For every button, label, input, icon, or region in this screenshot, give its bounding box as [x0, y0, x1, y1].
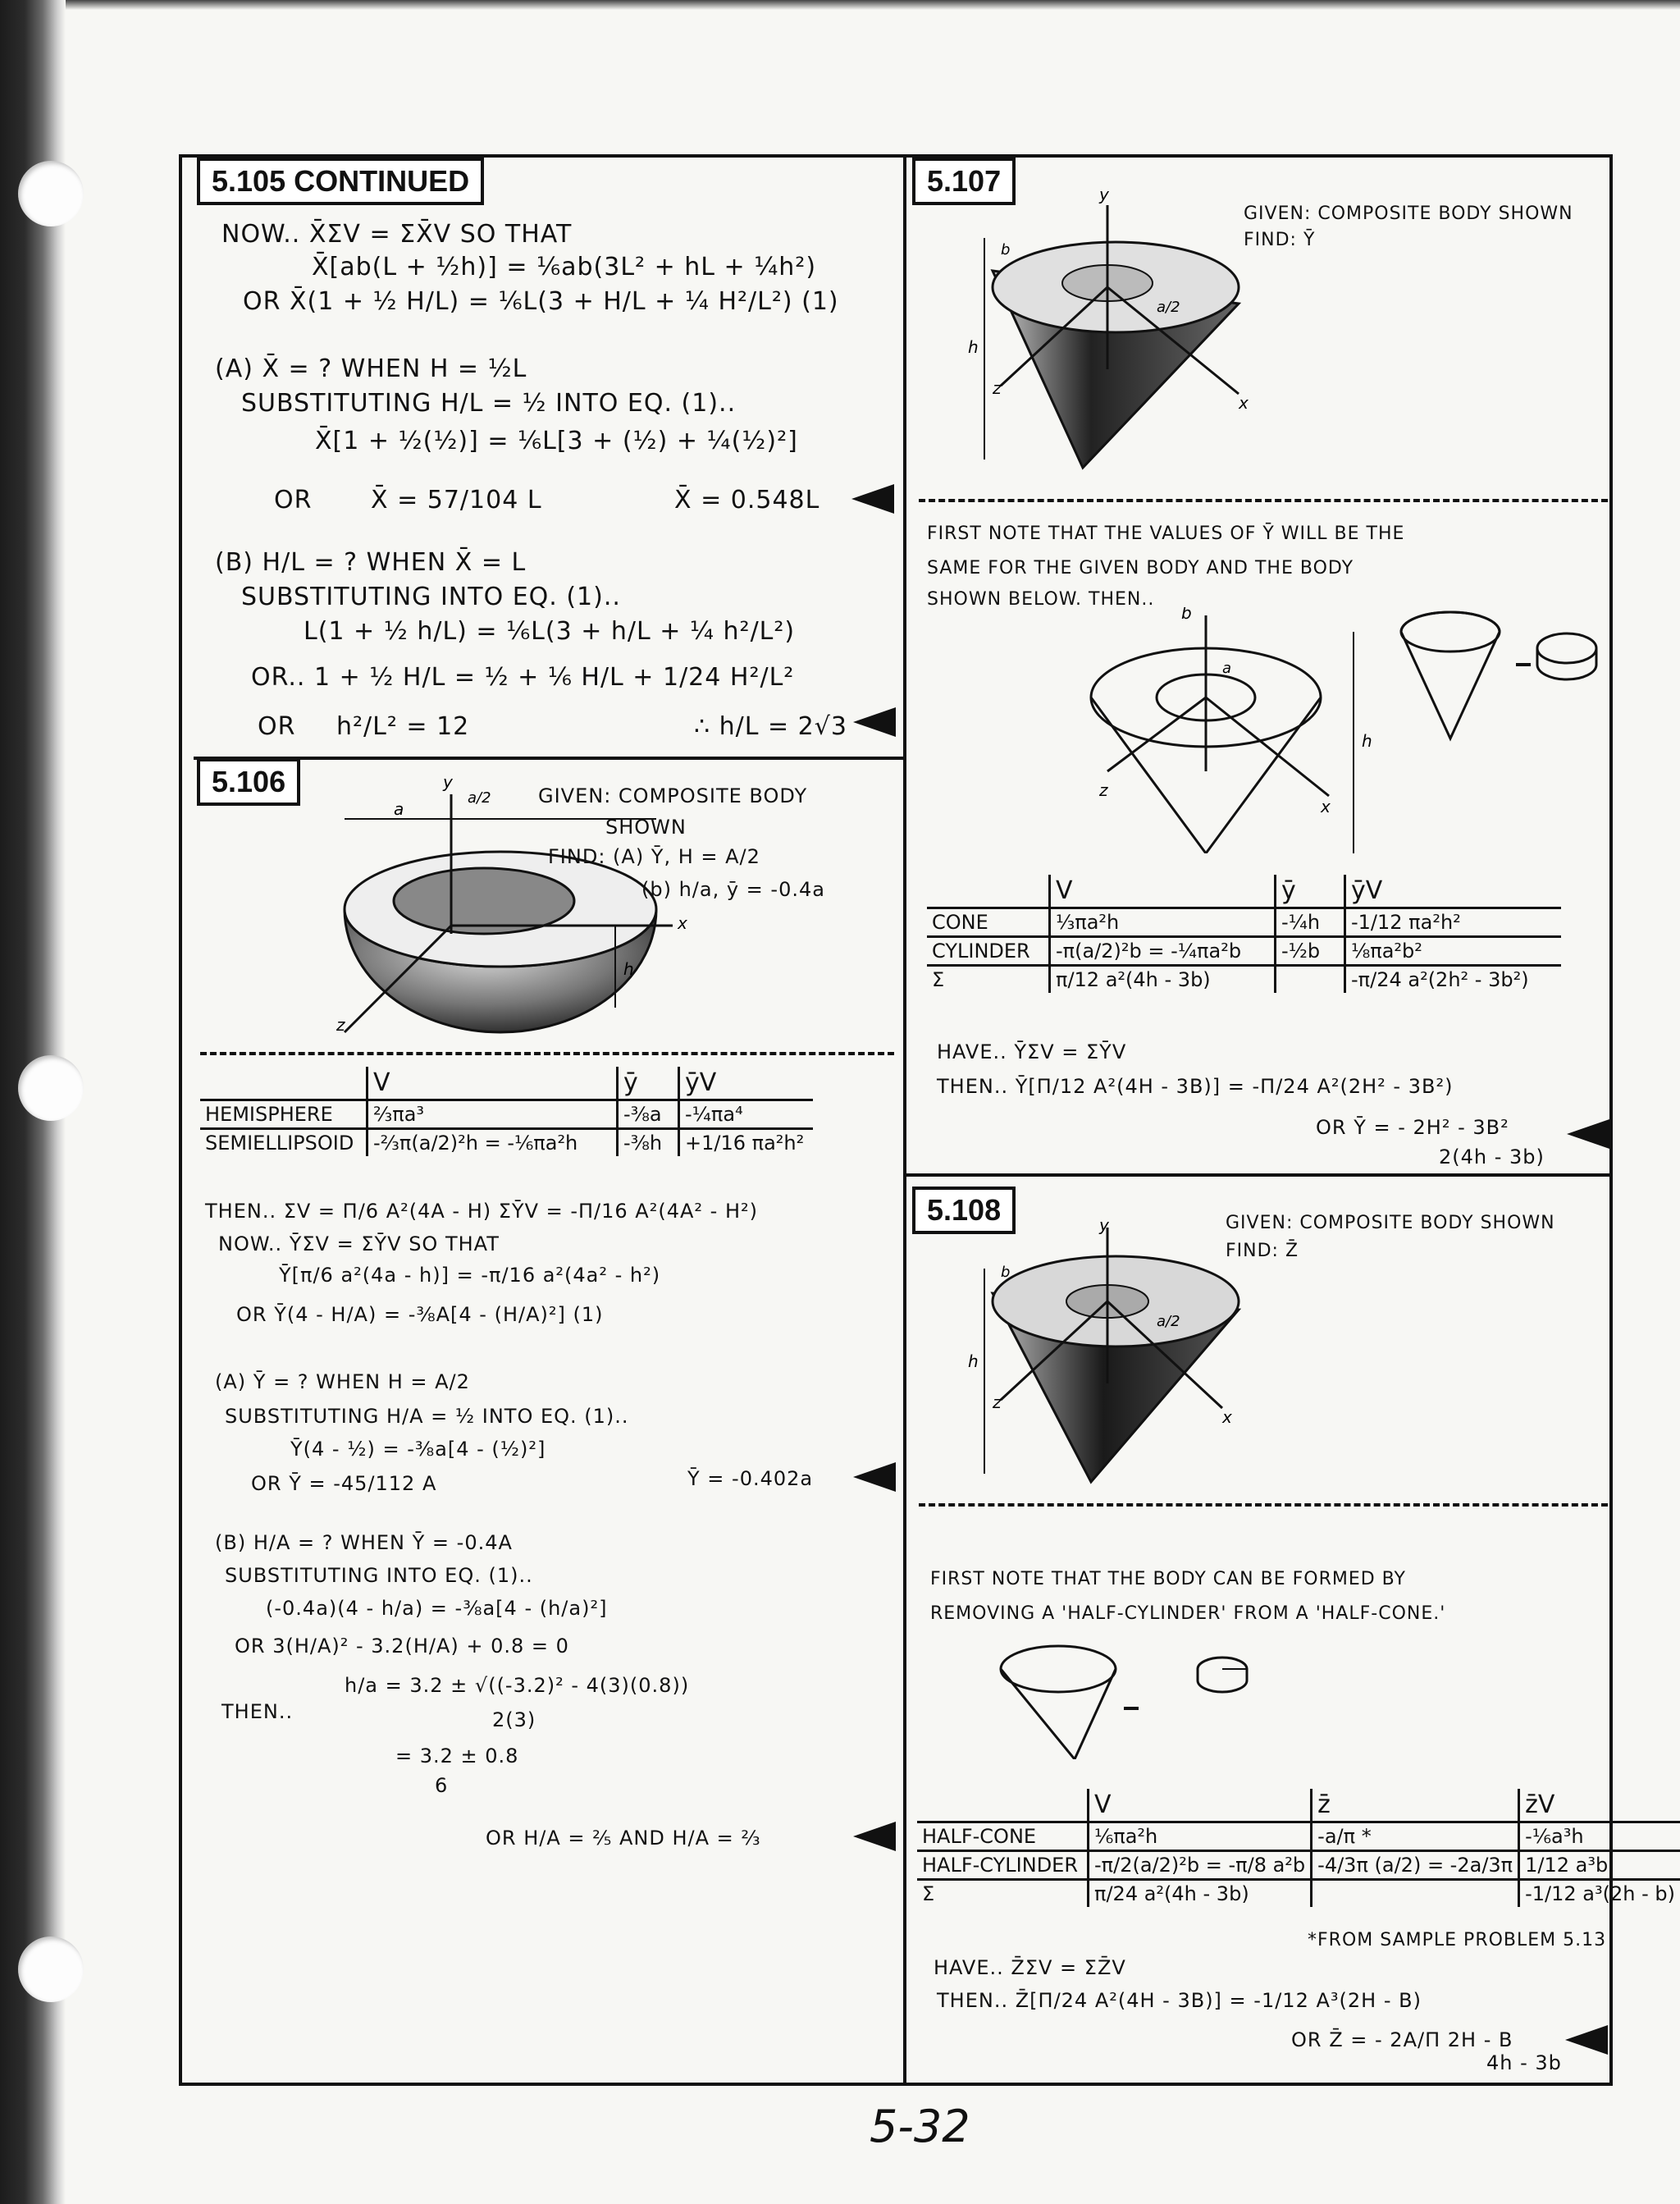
table-cell: -⅜h — [618, 1129, 679, 1157]
answer: ∴ h/L = 2√3 — [694, 712, 847, 741]
find-text: FIND: (A) Ȳ, H = A/2 — [548, 845, 760, 868]
equation-line: THEN.. ΣV = Π/6 A²(4A - H) ΣȲV = -Π/16 A²(4A² - H²) — [205, 1200, 758, 1223]
answer-arrow — [853, 707, 896, 737]
cone-figure — [943, 189, 1263, 484]
equation-line: (B) H/A = ? WHEN Ȳ = -0.4A — [215, 1531, 513, 1554]
equation-line: THEN.. Z̄[Π/24 A²(4H - 3B)] = -1/12 A³(2H - B) — [937, 1989, 1422, 2012]
dimension-label: b — [1181, 607, 1192, 623]
table-header: V — [368, 1067, 618, 1100]
table-cell: -4/3π (a/2) = -2a/3π — [1312, 1851, 1519, 1880]
table-row — [927, 966, 1561, 994]
dimension-label: b — [1001, 241, 1011, 258]
table-row — [917, 1851, 1680, 1880]
equation-line: (A) Ȳ = ? WHEN H = A/2 — [215, 1370, 470, 1393]
hemisphere-figure — [312, 770, 705, 1040]
table-cell: -π/24 a²(2h² - 3b²) — [1345, 966, 1562, 994]
given-text: SHOWN — [605, 816, 687, 839]
binder-hole — [18, 1055, 84, 1121]
table-header: ȳV — [679, 1067, 814, 1100]
separator-dashed — [919, 499, 1608, 502]
table-cell: -½b — [1276, 937, 1345, 966]
equation-line: OR Ȳ = -45/112 A — [251, 1472, 437, 1495]
table-cell: -⅔π(a/2)²h = -⅙πa²h — [368, 1129, 618, 1157]
table-cell: -a/π * — [1312, 1822, 1519, 1851]
table-cell: +1/16 πa²h² — [679, 1129, 814, 1157]
equation-line: (B) H/L = ? WHEN X̄ = L — [215, 548, 527, 577]
equation-line: h²/L² = 12 — [336, 712, 470, 741]
equation-line: (A) X̄ = ? WHEN H = ½L — [215, 354, 527, 383]
problem-label: 5.108 — [912, 1187, 1016, 1234]
find-text: FIND: Z̄ — [1226, 1241, 1299, 1261]
equation-line: OR 3(H/A)² - 3.2(H/A) + 0.8 = 0 — [235, 1635, 569, 1658]
table-header: ȳ — [618, 1067, 679, 1100]
problem-label: 5.106 — [197, 758, 300, 806]
dimension-label: a/2 — [468, 789, 491, 807]
table-cell: Σ — [932, 968, 945, 991]
note-text: SHOWN BELOW. THEN.. — [927, 589, 1155, 610]
dimension-label: a/2 — [1157, 1313, 1180, 1330]
table-cell — [1276, 966, 1345, 994]
given-text: GIVEN: COMPOSITE BODY SHOWN — [1226, 1213, 1555, 1233]
table-cell: -1/12 a³(2h - b) — [1519, 1880, 1680, 1908]
footnote: *FROM SAMPLE PROBLEM 5.13 — [1308, 1930, 1607, 1950]
axis-label: z — [1099, 780, 1108, 800]
answer: OR Ȳ = - 2H² - 3B² — [1316, 1116, 1509, 1139]
dimension-label: h — [968, 1351, 979, 1371]
table-header: V — [1089, 1789, 1312, 1822]
find-text: FIND: Ȳ — [1244, 230, 1316, 250]
equation-line: SUBSTITUTING H/L = ½ INTO EQ. (1).. — [241, 389, 737, 418]
equation-line: (-0.4a)(4 - h/a) = -⅜a[4 - (h/a)²] — [266, 1597, 608, 1620]
given-text: GIVEN: COMPOSITE BODY — [538, 784, 808, 807]
equation-line: OR Ȳ(4 - H/A) = -⅜A[4 - (H/A)²] (1) — [236, 1303, 604, 1326]
answer: OR Z̄ = - 2A/Π 2H - B — [1291, 2028, 1513, 2051]
answer-arrow — [853, 1822, 896, 1851]
table-cell: CYLINDER — [927, 937, 1050, 966]
section-divider — [906, 1173, 1613, 1177]
equation-line: NOW.. X̄ΣV = ΣX̄V SO THAT — [221, 220, 573, 249]
table-row — [200, 1100, 813, 1129]
note-text: SAME FOR THE GIVEN BODY AND THE BODY — [927, 558, 1354, 578]
cone-minus-cylinder-figure — [1083, 607, 1624, 853]
equation-line: SUBSTITUTING INTO EQ. (1).. — [225, 1564, 533, 1587]
equation-line: Ȳ[π/6 a²(4a - h)] = -π/16 a²(4a² - h²) — [279, 1264, 661, 1287]
dimension-label: a — [394, 799, 404, 819]
table-header: z̄ — [1312, 1789, 1519, 1822]
composite-table — [917, 1789, 1680, 1907]
table-cell: -π(a/2)²b = -¼πa²b — [1050, 937, 1276, 966]
table-row — [917, 1880, 1680, 1908]
page-number: 5-32 — [870, 2101, 970, 2152]
table-cell: -⅜a — [618, 1100, 679, 1129]
axis-label: x — [1321, 797, 1331, 816]
answer-arrow — [1565, 2025, 1608, 2055]
equation-line: OR X̄(1 + ½ H/L) = ⅙L(3 + H/L + ¼ H²/L²) (1) — [243, 287, 839, 316]
table-cell — [1312, 1880, 1519, 1908]
dimension-label: h — [623, 959, 634, 979]
equation-line: HAVE.. ȲΣV = ΣȲV — [937, 1040, 1127, 1063]
axis-label: z — [993, 1392, 1002, 1412]
equation-line: OR.. 1 + ½ H/L = ½ + ⅙ H/L + 1/24 H²/L² — [251, 663, 795, 692]
table-header: ȳ — [1276, 875, 1345, 908]
equation-line: HAVE.. Z̄ΣV = ΣZ̄V — [934, 1956, 1126, 1979]
table-cell: ⅛πa²b² — [1345, 937, 1562, 966]
find-text: (b) h/a, ȳ = -0.4a — [641, 878, 825, 901]
table-row — [927, 908, 1561, 937]
axis-label: x — [1239, 393, 1249, 413]
table-header — [917, 1789, 1089, 1822]
equation-line: X̄[1 + ½(½)] = ⅙L[3 + (½) + ¼(½)²] — [315, 427, 798, 455]
table-cell: ⅙πa²h — [1089, 1822, 1312, 1851]
note-text: REMOVING A 'HALF-CYLINDER' FROM A 'HALF-CONE.' — [930, 1603, 1446, 1624]
composite-table — [200, 1067, 813, 1156]
separator-dashed — [919, 1503, 1608, 1507]
answer: OR H/A = ⅖ AND H/A = ⅔ — [486, 1827, 761, 1850]
axis-label: z — [336, 1015, 345, 1035]
equation-line: THEN.. — [221, 1700, 294, 1723]
table-header — [927, 875, 1050, 908]
equation-line: OR — [274, 486, 313, 514]
problem-label: 5.105 CONTINUED — [197, 158, 484, 205]
axis-label: y — [1099, 1219, 1109, 1235]
table-cell: ⅔πa³ — [368, 1100, 618, 1129]
answer: Ȳ = -0.402a — [687, 1467, 814, 1490]
equation-line: SUBSTITUTING INTO EQ. (1).. — [241, 583, 621, 611]
table-cell: π/24 a²(4h - 3b) — [1089, 1880, 1312, 1908]
equation-line: h/a = 3.2 ± √((-3.2)² - 4(3)(0.8)) — [345, 1674, 690, 1697]
table-header: z̄V — [1519, 1789, 1680, 1822]
answer: 4h - 3b — [1486, 2051, 1562, 2074]
answer-arrow — [853, 1462, 896, 1492]
answer: X̄ = 0.548L — [674, 486, 820, 514]
equation-line: NOW.. ȲΣV = ΣȲV SO THAT — [218, 1232, 500, 1255]
table-cell: -π/2(a/2)²b = -π/8 a²b — [1089, 1851, 1312, 1880]
equation-line: SUBSTITUTING H/A = ½ INTO EQ. (1).. — [225, 1405, 629, 1428]
equation-line: L(1 + ½ h/L) = ⅙L(3 + h/L + ¼ h²/L²) — [304, 617, 796, 646]
note-text: FIRST NOTE THAT THE VALUES OF Ȳ WILL BE THE — [927, 524, 1405, 544]
answer: 2(4h - 3b) — [1439, 1145, 1545, 1168]
equation-line: = 3.2 ± 0.8 — [395, 1744, 519, 1767]
table-cell: Σ — [922, 1882, 935, 1905]
axis-label: z — [993, 378, 1002, 398]
table-cell: -¼πa⁴ — [679, 1100, 814, 1129]
table-cell: 1/12 a³b — [1519, 1851, 1680, 1880]
table-header: ȳV — [1345, 875, 1562, 908]
table-cell: HEMISPHERE — [200, 1100, 368, 1129]
table-cell: -1/12 πa²h² — [1345, 908, 1562, 937]
dimension-label: h — [1362, 731, 1372, 751]
equation-line: X̄ = 57/104 L — [371, 486, 542, 514]
table-header: V — [1050, 875, 1276, 908]
equation-line: Ȳ(4 - ½) = -⅜a[4 - (½)²] — [290, 1438, 546, 1461]
table-row — [200, 1129, 813, 1157]
table-row — [927, 937, 1561, 966]
column-divider — [903, 154, 906, 2086]
given-text: GIVEN: COMPOSITE BODY SHOWN — [1244, 203, 1573, 224]
half-cone-figure — [943, 1219, 1263, 1490]
table-header — [200, 1067, 368, 1100]
page-top-shadow — [66, 0, 1680, 10]
problem-label: 5.107 — [912, 158, 1016, 205]
half-cone-minus-half-cylinder-figure — [993, 1636, 1263, 1759]
answer-arrow — [1567, 1119, 1609, 1149]
binder-hole — [18, 1937, 84, 2002]
axis-label: y — [443, 772, 453, 792]
section-divider — [194, 757, 906, 760]
table-cell: ⅓πa²h — [1050, 908, 1276, 937]
table-cell: -⅙a³h — [1519, 1822, 1680, 1851]
binder-hole — [18, 161, 84, 226]
table-cell: HALF-CYLINDER — [917, 1851, 1089, 1880]
equation-line: 6 — [435, 1774, 449, 1797]
dimension-label: a/2 — [1157, 299, 1180, 316]
dimension-label: b — [1001, 1264, 1011, 1281]
table-cell: HALF-CONE — [917, 1822, 1089, 1851]
table-cell: SEMIELLIPSOID — [205, 1132, 354, 1155]
equation-line: THEN.. Ȳ[Π/12 A²(4H - 3B)] = -Π/24 A²(2H² - 3B²) — [937, 1075, 1454, 1098]
table-row — [917, 1822, 1680, 1851]
axis-label: y — [1099, 189, 1109, 204]
equation-line: OR — [258, 712, 296, 741]
separator-dashed — [200, 1052, 894, 1055]
axis-label: x — [1222, 1407, 1232, 1427]
note-text: FIRST NOTE THAT THE BODY CAN BE FORMED BY — [930, 1569, 1406, 1589]
axis-label: x — [678, 913, 687, 933]
equation-line: 2(3) — [492, 1708, 536, 1731]
equation-line: X̄[ab(L + ½h)] = ⅙ab(3L² + hL + ¼h²) — [312, 253, 817, 281]
table-cell: -¼h — [1276, 908, 1345, 937]
dimension-label: a — [1222, 660, 1232, 677]
answer-arrow — [851, 484, 894, 514]
table-cell: π/12 a²(4h - 3b) — [1050, 966, 1276, 994]
dimension-label: h — [968, 337, 979, 357]
table-cell: CONE — [927, 908, 1050, 937]
composite-table — [927, 875, 1561, 993]
